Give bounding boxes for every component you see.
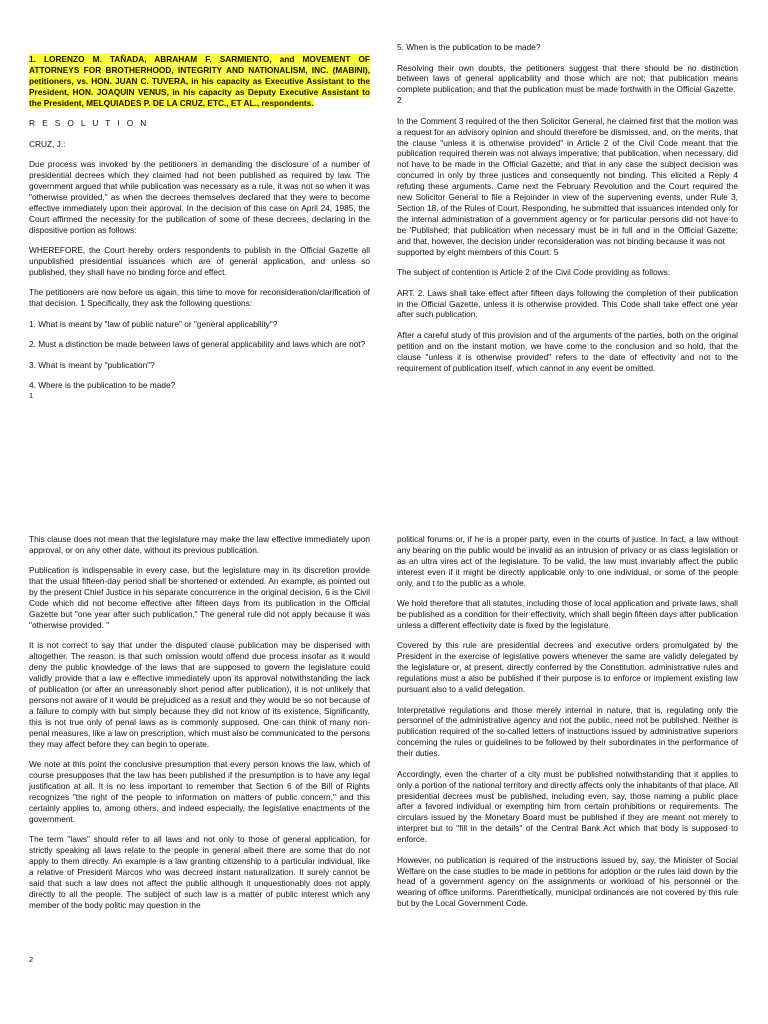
page1-right-column: [397, 42, 738, 383]
author-line: CRUZ, J.:: [29, 138, 66, 149]
paragraph: Publication is indispensable in every case, but the legislature may in its discretion provide that the usual fifteen-day period shall be shortened or extended. An example, as pointed out by the present Chief Justice in his separate concurrence in the original decision, 6 is the Civil Code which did not become effective after fifteen days from its publication in the Official Gazette but "one year after such publication." The general rule did not apply because it was "otherwise provided. ": [29, 565, 370, 630]
question-item: 2. Must a distinction be made between laws of general applicability and laws which are not?: [29, 339, 366, 350]
paragraph: Resolving their own doubts, the petitioners suggest that there should be no distinction between laws of general applicability and those which are not; that publication means complete publication; and that the publication must be made forthwith in the Official Gazette.: [397, 62, 738, 95]
footnote-reference: 2: [397, 95, 402, 106]
paragraph: Due process was invoked by the petitioners in demanding the disclosure of a number of presidential decrees which they claimed had not been published as required by law. The government argued that while publication was necessary as a rule, it was not so when it was "otherwise provided," as when the decrees themselves declared that they were to become effective immediately upon their approval. In the decision of this case on April 24, 1985, the Court affirmed the necessity for the publication of some of these decrees, declaring in the dispositive portion as follows:: [29, 159, 370, 235]
case-caption: 1. LORENZO M. TAÑADA, ABRAHAM F. SARMIENTO, and MOVEMENT OF ATTORNEYS FOR BROTHERHOOD, INTEGRITY AND NATIONALISM, INC. (MABINI), petitioners, vs. HON. JUAN C. TUVERA, in his capacity as Executive Assistant to the President, HON. JOAQUIN VENUS, in his capacity as Deputy Executive Assistant to the President, MELQUIADES P. DE LA CRUZ, ETC., ET AL., respondents.: [29, 54, 370, 108]
document-page-2: [0, 512, 768, 1018]
resolution-heading: R E S O L U T I O N: [29, 118, 149, 129]
page-number: 1: [29, 391, 34, 401]
question-item: 1. What is meant by "law of public nature" or "general applicability"?: [29, 318, 278, 329]
paragraph: After a careful study of this provision and of the arguments of the parties, both on the original petition and on the instant motion, we have come to the conclusion and so hold, that the clause "unless it is otherwise provided" refers to the date of effectivity and not to the requirement of publication itself, which cannot in any event be omitted.: [397, 329, 738, 373]
paragraph: Accordingly, even the charter of a city must be published notwithstanding that it applies to only a portion of the national territory and directly affects only the inhabitants of that place. All presidential decrees must be published, including even, say, those naming a public place after a favored individual or exempting him from certain prohibitions or requirements. The circulars issued by the Monetary Board must be published if they are meant not merely to interpret but to "fill in the details" of the Central Bank Act which that body is supposed to enforce.: [397, 768, 738, 845]
page2-left-column: [29, 534, 370, 920]
page1-left-column: [29, 54, 370, 412]
question-item: 5. When is the publication to be made?: [397, 42, 541, 52]
paragraph: It is not correct to say that under the disputed clause publication may be dispensed with altogether. The reason. is that such omission would offend due process insofar as it would deny the public knowledge of the laws that are supposed to govern the legislature could validly provide that a law e effective immediately upon its approval notwithstanding the lack of publication (or after an unreasonably short period after publication), it is not unlikely that persons not aware of it would be prejudiced as a result and they would be so not because of a failure to comply with but simply because they did not know of its existence, Significantly, this is not true only of penal laws as is commonly supposed. One can think of many non-penal measures, like a law on prescription, which must also be communicated to the persons they may affect before they can begin to operate.: [29, 640, 370, 749]
paragraph: Interpretative regulations and those merely internal in nature, that is, regulating only the personnel of the administrative agency and not the public, need not be published. Neither is publication required of the so-called letters of instructions issued by administrative superiors concerning the rules or guidelines to be followed by their subordinates in the performance of their duties.: [397, 704, 738, 759]
paragraph: This clause does not mean that the legislature may make the law effective immediately upon approval, or on any other date, without its previous publication.: [29, 534, 370, 555]
paragraph: We note at this point the conclusive presumption that every person knows the law, which of course presupposes that the law has been published if the presumption is to have any legal justification at all. It is no less important to remember that Section 6 of the Bill of Rights recognizes "the right of the people to information on matters of public concern," and this certainly applies to, among others, and indeed especially, the legislative enactments of the government.: [29, 759, 370, 824]
paragraph: political forums or, if he is a proper party, even in the courts of justice. In fact, a law without any bearing on the public would be invalid as an intrusion of privacy or as class legislation or as an ultra vires act of the legislature. To be valid, the law must invariably affect the public interest even if it might be directly applicable only to one individual, or some of the people only, and t to the public as a whole.: [397, 534, 738, 588]
paragraph: In the Comment 3 required of the then Solicitor General, he claimed first that the motion was a request for an advisory opinion and should therefore be dismissed, and, on the merits, that the clause "unless it is otherwise provided" in Article 2 of the Civil Code meant that the publication required therein was not always imperative; that publication, when necessary, did not have to be made in the Official Gazette; and that in any case the subject decision was concurred in only by three justices and consequently not binding. This elicited a Reply 4 refuting these arguments. Came next the February Revolution and the Court required the new Solicitor General to file a Rejoinder in view of the supervening events, under Rule 3, Section 18, of the Rules of Court. Responding, he submitted that issuances intended only for the internal administration of a government agency or for particular persons did not have to be 'Published; that publication when necessary must be in full and in the Official Gazette; and that, however, the decision under reconsideration was not binding because it was not: [397, 115, 738, 246]
paragraph: supported by eight members of this Court. 5: [397, 246, 559, 257]
paragraph: Covered by this rule are presidential decrees and executive orders promulgated by the President in the exercise of legislative powers whenever the same are validly delegated by the legislature or, at present, directly conferred by the Constitution. administrative rules and regulations must a also be published if their purpose is to enforce or implement existing law pursuant also to a valid delegation.: [397, 640, 738, 695]
paragraph: The petitioners are now before us again, this time to move for reconsideration/clarification of that decision. 1 Specifically, they ask the following questions:: [29, 287, 370, 309]
paragraph: However, no publication is required of the instructions issued by, say, the Minister of Social Welfare on the case studies to be made in petitions for adoption or the rules laid down by the head of a government agency on the assignments or workload of his personnel or the wearing of office uniforms. Parenthetically, municipal ordinances are not covered by this rule but by the Local Government Code.: [397, 854, 738, 909]
paragraph: WHEREFORE, the Court hereby orders respondents to publish in the Official Gazette all unpublished presidential issuances which are of general application, and unless so published, they shall have no binding force and effect.: [29, 245, 370, 277]
page2-right-column: [397, 534, 738, 919]
paragraph: The subject of contention is Article 2 of the Civil Code providing as follows:: [397, 267, 671, 278]
question-item: 3. What is meant by "publication"?: [29, 359, 155, 370]
document-page-1: [0, 0, 768, 506]
question-item: 4. Where is the publication to be made?: [29, 380, 176, 391]
page-number: 2: [29, 955, 34, 964]
paragraph: We hold therefore that all statutes, including those of local application and private laws, shall be published as a condition for their effectivity, which shall begin fifteen days after publication unless a different effectivity date is fixed by the legislature.: [397, 598, 738, 630]
paragraph: The term "laws" should refer to all laws and not only to those of general application, for strictly speaking all laws relate to the people in general albeit there are some that do not apply to them directly. An example is a law granting citizenship to a particular individual, like a relative of President Marcos who was decreed instant naturalization. It surely cannot be said that such a law does not affect the public although it unquestionably does not apply directly to all the people. The subject of such law is a matter of public interest which any member of the body politic may question in the: [29, 834, 370, 910]
quoted-article: ART. 2. Laws shall take effect after fifteen days following the completion of their publication in the Official Gazette, unless it is otherwise provided. This Code shall take effect one year after such publication.: [397, 287, 738, 320]
